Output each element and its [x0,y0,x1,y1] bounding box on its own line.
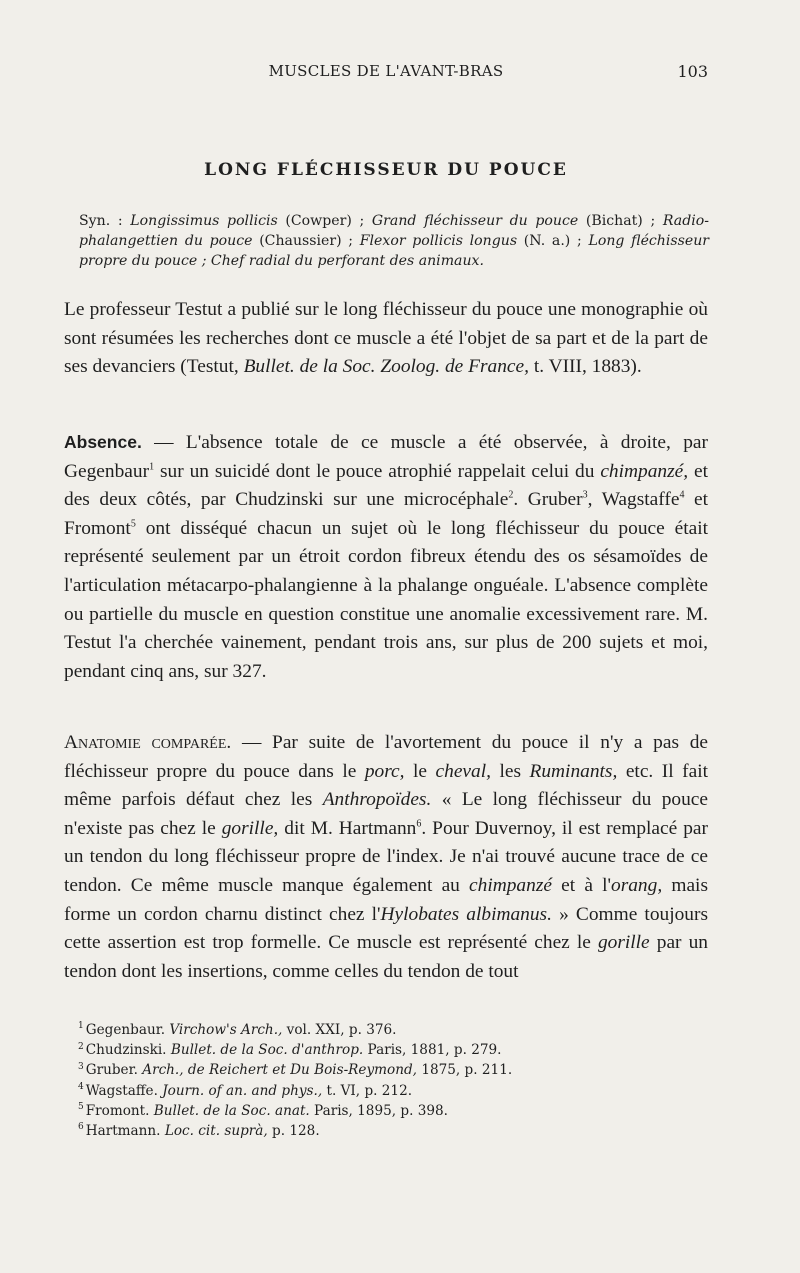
paragraph-comparative-anatomy: Anatomie comparée. — Par suite de l'avortement du pouce il n'y a pas de fléchisseur propre du pouce dans le porc, le cheval, les Ruminants, etc. Il fait même parfois défaut chez les Anthropoïdes. « Le long fléchisseur du pouce n'existe pas chez le gorille, dit M. Hartmann$^6$. Pour Duvernoy, il est remplacé par un tendon du long fléchisseur propre de l'index. Je n'ai trouvé aucune trace de ce tendon. Ce même muscle manque également au chimpanzé et à l'orang, mais forme un cordon charnu distinct chez l'Hylobates albimanus. » Comme toujours cette assertion est trop formelle. Ce muscle est représenté chez le gorille par un tendon dont les insertions, comme celles du tendon de tout [64,732,709,982]
footnote-ref-5: 5 [130,518,136,530]
footnote-ref-2: 2 [508,489,514,501]
footnote-ref-1: 1 [149,461,155,473]
absence-heading: Absence. [64,432,142,452]
paragraph-intro: Le professeur Testut a publié sur le long fléchisseur du pouce une monographie où sont résumées les recherches dont ce muscle a été l'objet de sa part et de la part de ses devanciers (Testut, Bullet. de la Soc. Zoolog. de France, t. VIII, 1883). [64,299,708,378]
section-title: LONG FLÉCHISSEUR DU POUCE [204,160,568,180]
footnote: $^6$ Hartmann. Loc. cit. suprà, p. 128. [78,1122,320,1140]
footnote: $^5$ Fromont. Bullet. de la Soc. anat. Paris, 1895, p. 398. [78,1102,449,1119]
running-title: MUSCLES DE L'AVANT-BRAS [268,62,504,80]
synonyms-note: Syn. : Longissimus pollicis (Cowper) ; Grand fléchisseur du pouce (Bichat) ; Radio-phalangettien du pouce (Chaussier) ; Flexor pollicis longus (N. a.) ; Long fléchisseur propre du pouce ; Chef radial du perforant des animaux. [79,213,710,269]
footnote-ref-4: 4 [679,489,685,501]
footnote-ref-6: 6 [416,818,422,830]
paragraph-absence: Absence. — L'absence totale de ce muscle a été observée, à droite, par Gegenbaur$^1$ sur un suicidé dont le pouce atrophié rappelait celui du chimpanzé, et des deux côtés, par Chudzinski sur une microcéphale$^2$. Gruber$^3$, Wagstaffe$^4$ et Fromont$^5$ ont disséqué chacun un sujet où le long fléchisseur du pouce était représenté seulement par un étroit cordon fibreux étendu des os sésamoïdes de l'articulation métacarpo-phalangienne à la phalange onguéale. L'absence complète ou partielle du muscle en question constitue une anomalie excessivement rare. M. Testut l'a cherchée vainement, pendant trois ans, sur plus de 200 sujets et moi, pendant cinq ans, sur 327. [64,432,708,682]
comparative-anatomy-heading: Anatomie comparée. [64,732,232,753]
footnote: $^3$ Gruber. Arch., de Reichert et Du Bois-Reymond, 1875, p. 211. [78,1061,513,1079]
footnote: $^4$ Wagstaffe. Journ. of an. and phys., t. VI, p. 212. [78,1082,413,1099]
footnotes [78,1020,708,1141]
footnote-ref-3: 3 [582,489,588,501]
running-head [64,62,708,82]
page-number: 103 [677,62,708,81]
footnote: $^2$ Chudzinski. Bullet. de la Soc. d'anthrop. Paris, 1881, p. 279. [78,1041,502,1059]
footnote: $^1$ Gegenbaur. Virchow's Arch., vol. XXI, p. 376. [78,1021,397,1038]
